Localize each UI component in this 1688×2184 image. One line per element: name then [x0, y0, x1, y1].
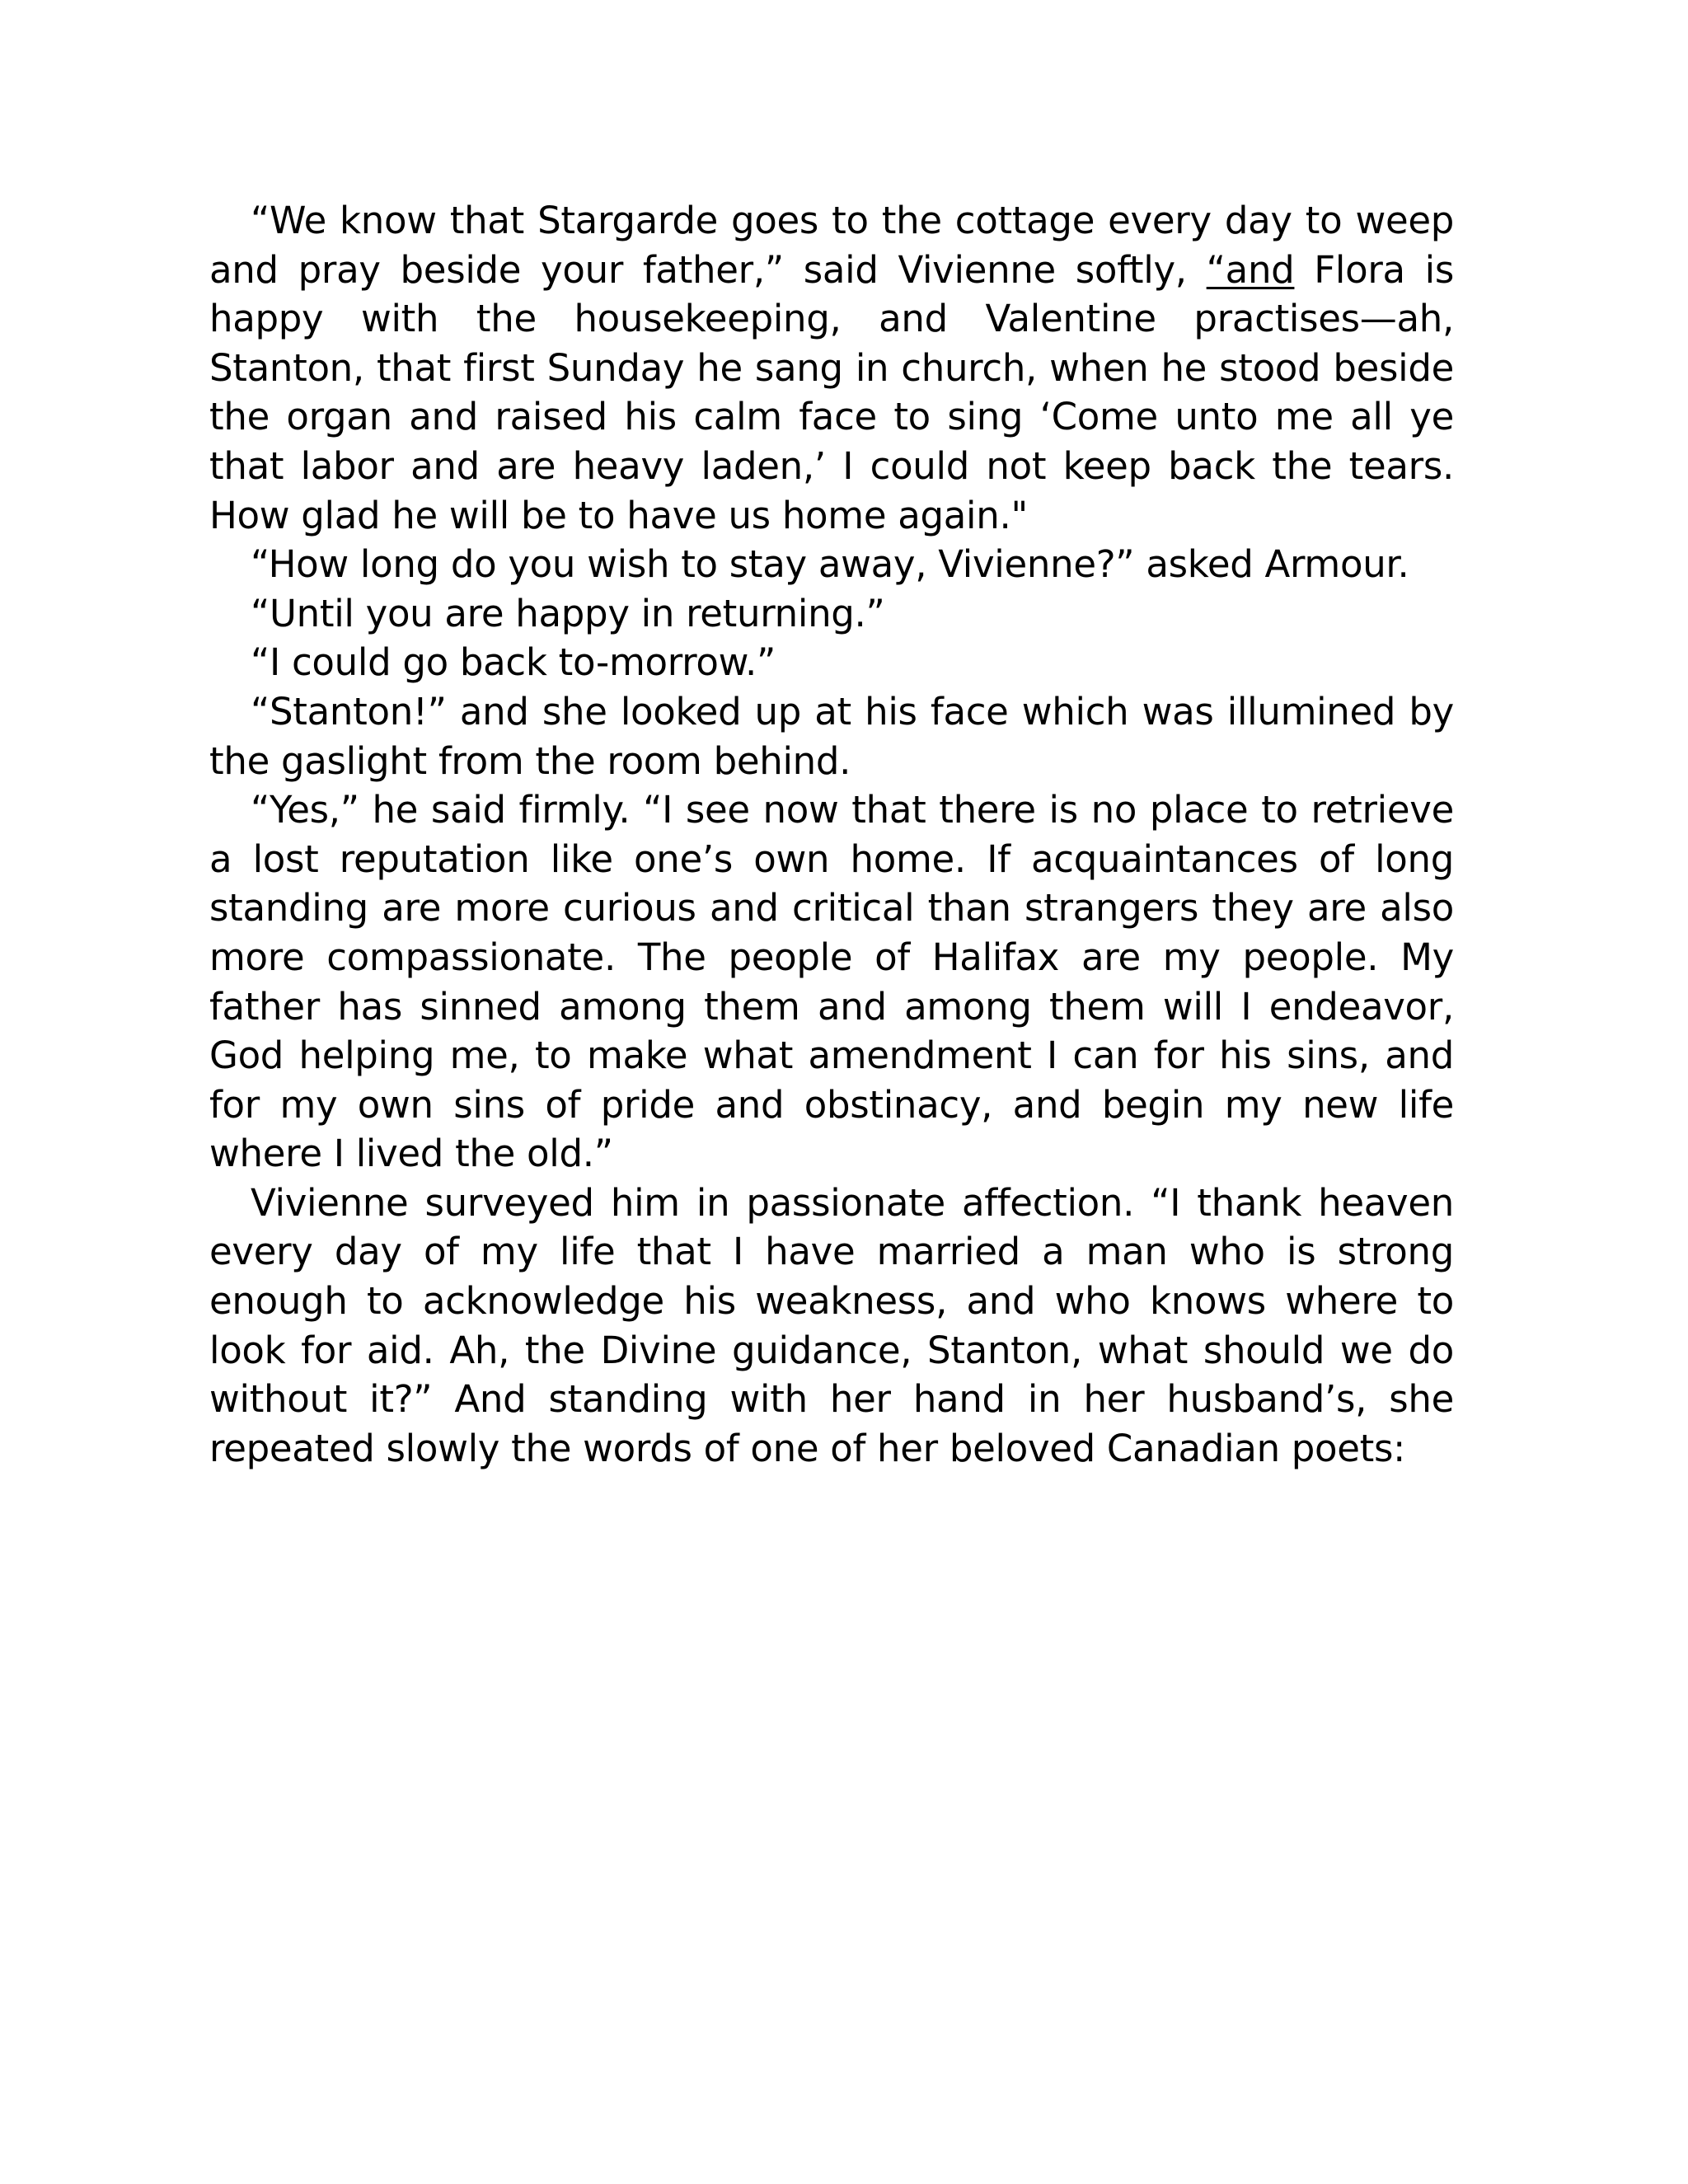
paragraph-3: “Until you are happy in returning.” [251, 591, 885, 635]
paragraph-6: “Yes,” he said firmly. “I see now that there is no place to retrieve a lost reputation like one’s own home. If acquaintances of long standing are more curious and critical than strangers they are also more compassionate. The people of Halifax are my people. My father has sinned among them and among them will I endeavor, God helping me, to make what amendment I can for his sins, and for my own sins of pride and obstinacy, and begin my new life where I lived the old.” [209, 788, 1454, 1176]
body-text [209, 196, 1454, 1473]
paragraph-5: “Stanton!” and she looked up at his face which was illumined by the gaslight from the room behind. [209, 689, 1454, 783]
paragraph-1 [209, 196, 1454, 540]
paragraph-7: Vivienne surveyed him in passionate affection. “I thank heaven every day of my life that I have married a man who is strong enough to acknowledge his weakness, and who knows where to look for aid. Ah, the Divine guidance, Stanton, what should we do without it?” And standing with her hand in her husband’s, she repeated slowly the words of one of her beloved Canadian poets: [209, 1180, 1454, 1470]
paragraph-4: “I could go back to-morrow.” [251, 640, 776, 685]
paragraph-1-before: “We know that Stargarde goes to the cottage every day to weep and pray beside your father,” said Vivienne softly, [209, 199, 1454, 292]
paragraph-1-after: Flora is happy with the housekeeping, and Valentine practises—ah, Stanton, that first Sunday he sang in church, when he stood beside the organ and raised his calm face to sing ‘Come unto me all ye that labor and are heavy laden,’ I could not keep back the tears. How glad he will be to have us home again." [209, 247, 1454, 537]
paragraph-2: “How long do you wish to stay away, Vivienne?” asked Armour. [251, 542, 1409, 587]
underlined-word: “and [1206, 247, 1295, 292]
